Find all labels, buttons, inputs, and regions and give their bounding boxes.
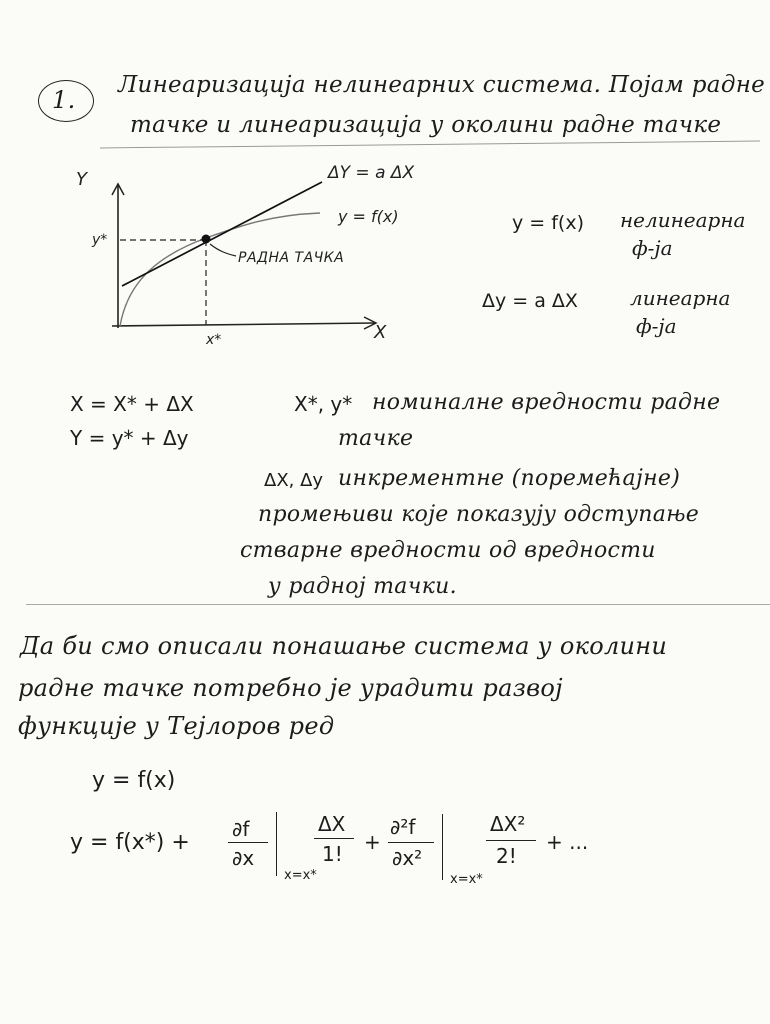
taylor-series-start: y = f(x*) + [70, 830, 190, 855]
operating-point-graph [70, 160, 415, 360]
title-line-2: тачке и линеаризација у околини радне тачке [130, 112, 722, 138]
taylor-intro-line-3: функције у Тејлоров ред [18, 712, 335, 740]
linear-abbr: ф-ја [636, 314, 677, 338]
first-fraction-denominator: 1! [322, 842, 343, 866]
first-derivative-bar [228, 842, 268, 843]
y-decomposition: Y = y* + Δy [70, 426, 189, 450]
operating-point-dot [202, 235, 211, 244]
x-decomposition: X = X* + ΔX [70, 392, 194, 416]
header-divider [100, 141, 760, 149]
linear-equation: Δy = a ΔX [482, 290, 578, 312]
second-evaluation-bar [442, 814, 443, 880]
second-derivative-numerator: ∂²f [390, 815, 416, 839]
problem-number-text: 1. [52, 86, 76, 114]
section-divider [26, 604, 770, 605]
first-evaluation-subscript: x=x* [284, 868, 317, 883]
nonlinear-curve [120, 213, 320, 326]
x-axis-label: X [374, 322, 387, 343]
second-derivative-bar [388, 842, 434, 843]
series-continuation: + ... [546, 830, 589, 854]
x-star-label: x* [206, 332, 222, 348]
increment-line-2: промењиви које показују одступање [258, 502, 700, 527]
operating-point-label: РАДНА ТАЧКА [238, 250, 345, 266]
title-line-1: Линеаризација нелинеарних система. Појам радне [118, 72, 766, 98]
nonlinear-equation: y = f(x) [512, 212, 585, 234]
nominal-variables: X*, y* [294, 392, 353, 416]
second-fraction-denominator: 2! [496, 844, 517, 868]
first-evaluation-bar [276, 812, 277, 876]
first-fraction-bar [314, 838, 354, 839]
y-star-label: y* [92, 232, 108, 248]
y-axis-label: Y [76, 169, 87, 190]
second-fraction-numerator: ΔX² [490, 812, 526, 836]
plus-sign: + [364, 830, 381, 854]
taylor-intro-line-2: радне тачке потребно је урадити развој [18, 674, 563, 702]
first-derivative-numerator: ∂f [232, 817, 250, 841]
linear-word: линеарна [630, 286, 731, 310]
second-evaluation-subscript: x=x* [450, 872, 483, 887]
increment-line-1: инкрементне (поремећајне) [338, 466, 681, 491]
first-derivative-denominator: ∂x [232, 846, 255, 870]
increment-line-3: стварне вредности од вредности [240, 538, 656, 563]
nominal-description: номиналне вредности радне [372, 390, 721, 415]
second-fraction-bar [486, 840, 536, 841]
increment-variables: ΔX, Δy [264, 470, 324, 491]
point-label-pointer [210, 244, 236, 256]
first-fraction-numerator: ΔX [318, 812, 346, 836]
taylor-intro-line-1: Да би смо описали понашање система у околини [20, 632, 668, 660]
curve-label: y = f(x) [338, 207, 399, 226]
tangent-line [122, 182, 322, 286]
function-equation: y = f(x) [92, 768, 176, 793]
x-axis-line [112, 323, 375, 326]
tangent-label: ΔY = a ΔX [328, 163, 415, 183]
nominal-description-cont: тачке [338, 426, 414, 451]
increment-line-4: у радној тачки. [268, 574, 457, 599]
nonlinear-abbr: ф-ја [632, 236, 673, 260]
nonlinear-word: нелинеарна [620, 208, 746, 232]
second-derivative-denominator: ∂x² [392, 846, 423, 870]
